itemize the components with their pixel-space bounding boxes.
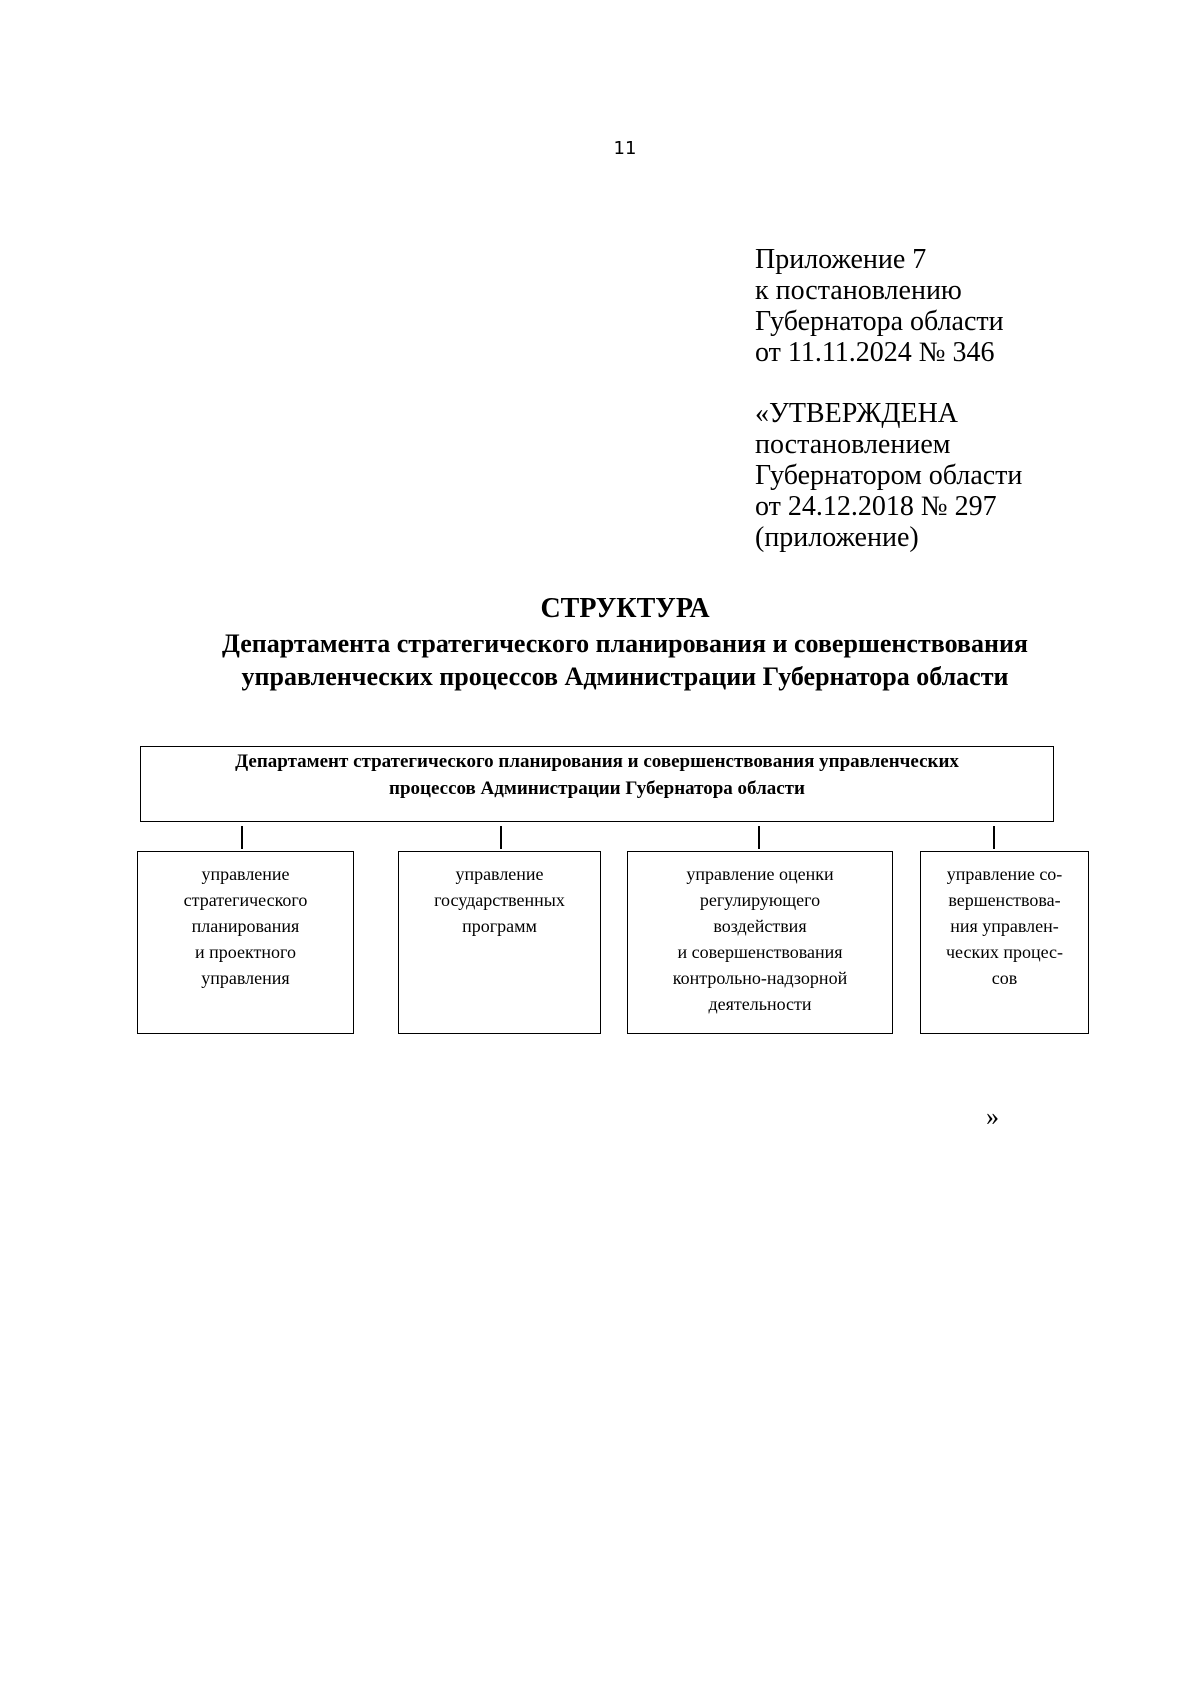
unit-text-line: воздействия [713,916,807,936]
approved-by-resolution: постановлением [755,429,951,460]
unit-text-line: и совершенствования [677,942,843,962]
unit-text-line: управление [201,864,290,884]
approval-stamp-block [755,398,1022,553]
appendix-issuer: Губернатора области [755,306,1004,337]
title-line-2: управленческих процессов Администрации Губернатора области [241,662,1009,691]
title-heading: СТРУКТУРА [540,593,710,624]
unit-text-line: контрольно-надзорной [672,968,848,988]
org-chart-unit-state-programs [398,851,601,1034]
approved-date-number: от 24.12.2018 № 297 [755,491,997,522]
unit-text-line: и проектного [195,942,296,962]
org-chart-unit-regulatory-impact [627,851,893,1034]
appendix-date-number: от 11.11.2024 № 346 [755,337,995,368]
unit-text-line: стратегического [183,890,308,910]
document-title [0,592,1200,693]
unit-text-line: государственных [434,890,565,910]
closing-quote-mark: » [986,1102,999,1131]
unit-text-line: управление [455,864,544,884]
unit-text-line: деятельности [708,994,812,1014]
unit-text-line: вершенствова- [948,890,1061,910]
unit-text-line: ния управлен- [950,916,1059,936]
page-number: 11 [613,138,637,159]
appendix-number: Приложение 7 [755,244,927,275]
unit-text-line: сов [991,968,1018,988]
unit-text-line: регулирующего [699,890,821,910]
root-line-1: Департамент стратегического планирования и совершенствования управленческих [235,751,959,772]
unit-text-line: планирования [191,916,300,936]
org-chart-unit-strategic-planning [137,851,354,1034]
root-line-2: процессов Администрации Губернатора области [389,778,805,799]
org-chart-connector [241,826,243,849]
org-chart-connector [500,826,502,849]
unit-text-line: управление оценки [686,864,834,884]
approved-attachment-note: (приложение) [755,522,919,553]
approved-label: «УТВЕРЖДЕНА [755,398,959,429]
org-chart-connector [758,826,760,849]
unit-text-line: ческих процес- [945,942,1064,962]
title-line-1: Департамента стратегического планирования и совершенствования [221,629,1028,658]
appendix-to-resolution: к постановлению [755,275,962,306]
org-chart-unit-process-improvement [920,851,1089,1034]
org-chart-connector [993,826,995,849]
unit-text-line: управление со- [946,864,1063,884]
approved-issuer: Губернатором области [755,460,1023,491]
appendix-block [755,244,1004,368]
org-chart-root-department [140,746,1054,822]
unit-text-line: программ [462,916,537,936]
unit-text-line: управления [201,968,290,988]
